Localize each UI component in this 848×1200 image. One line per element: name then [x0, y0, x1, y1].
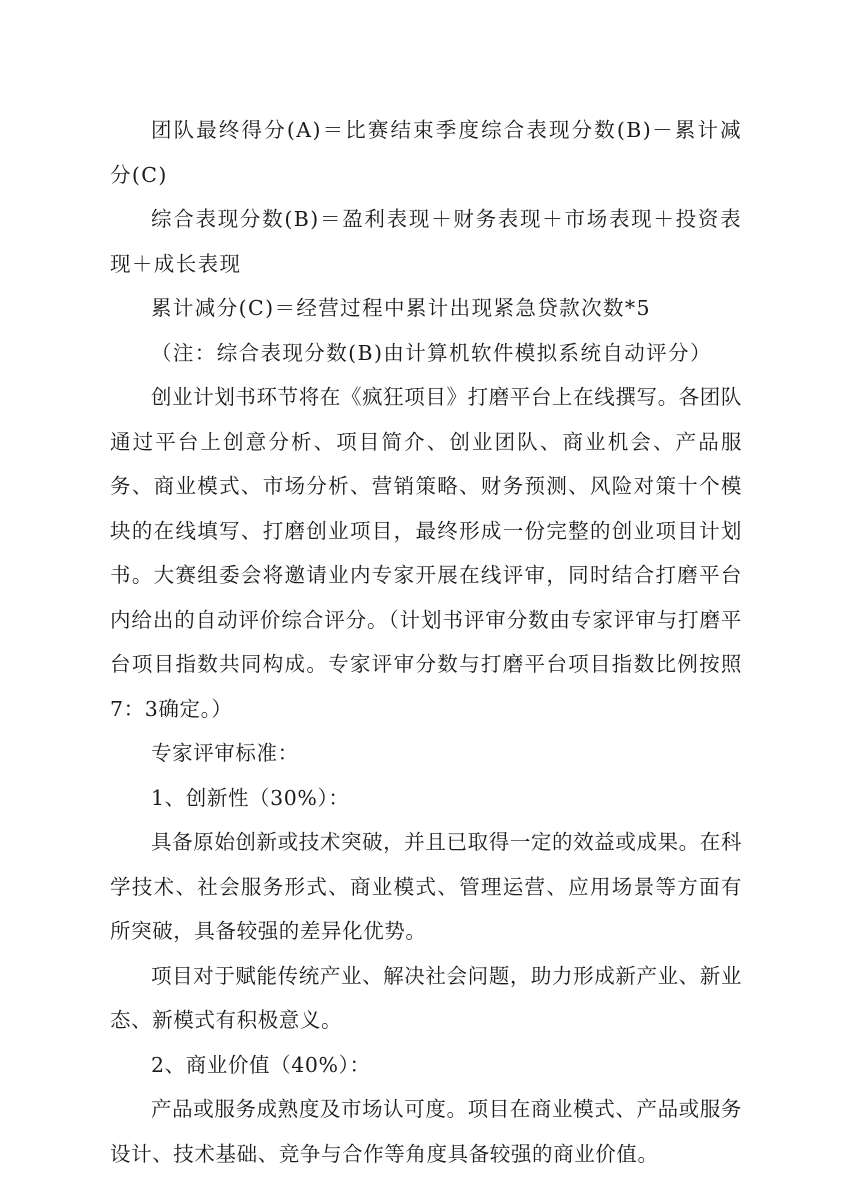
criterion-innovation-significance: 项目对于赋能传统产业、解决社会问题，助力形成新产业、新业态、新模式有积极意义。 — [110, 963, 742, 1032]
formula-cumulative-deduction: 累计减分(C)＝经营过程中累计出现紧急贷款次数*5 — [151, 296, 651, 320]
business-plan-description: 创业计划书环节将在《疯狂项目》打磨平台上在线撰写。各团队通过平台上创意分析、项目简介、创业团队、商业机会、产品服务、商业模式、市场分析、营销策略、财务预测、风险对策十个模块的在线填写、打磨创业项目，最终形成一份完整的创业项目计划书。大赛组委会将邀请业内专家开展在线评审，同时结合打磨平台内给出的自动评价综合评分。（计划书评审分数由专家评审与打磨平台项目指数共同构成。专家评审分数与打磨平台项目指数比例按照7：3确定。） — [110, 385, 742, 721]
criteria-heading: 专家评审标准： — [151, 741, 299, 765]
scoring-note: （注：综合表现分数(B)由计算机软件模拟系统自动评分） — [151, 340, 712, 365]
document-body — [110, 108, 742, 1176]
formula-composite-score: 综合表现分数(B)＝盈利表现＋财务表现＋市场表现＋投资表现＋成长表现 — [110, 207, 742, 276]
criterion-innovation-title: 1、创新性（30%）： — [151, 785, 350, 810]
criterion-innovation-body: 具备原始创新或技术突破，并且已取得一定的效益或成果。在科学技术、社会服务形式、商业模式、管理运营、应用场景等方面有所突破，具备较强的差异化优势。 — [110, 830, 742, 943]
criterion-commercial-value-title: 2、商业价值（40%）： — [151, 1052, 371, 1077]
criterion-commercial-value-body: 产品或服务成熟度及市场认可度。项目在商业模式、产品或服务设计、技术基础、竞争与合作等角度具备较强的商业价值。 — [110, 1097, 742, 1166]
formula-final-score: 团队最终得分(A)＝比赛结束季度综合表现分数(B)－累计减分(C) — [110, 118, 742, 187]
